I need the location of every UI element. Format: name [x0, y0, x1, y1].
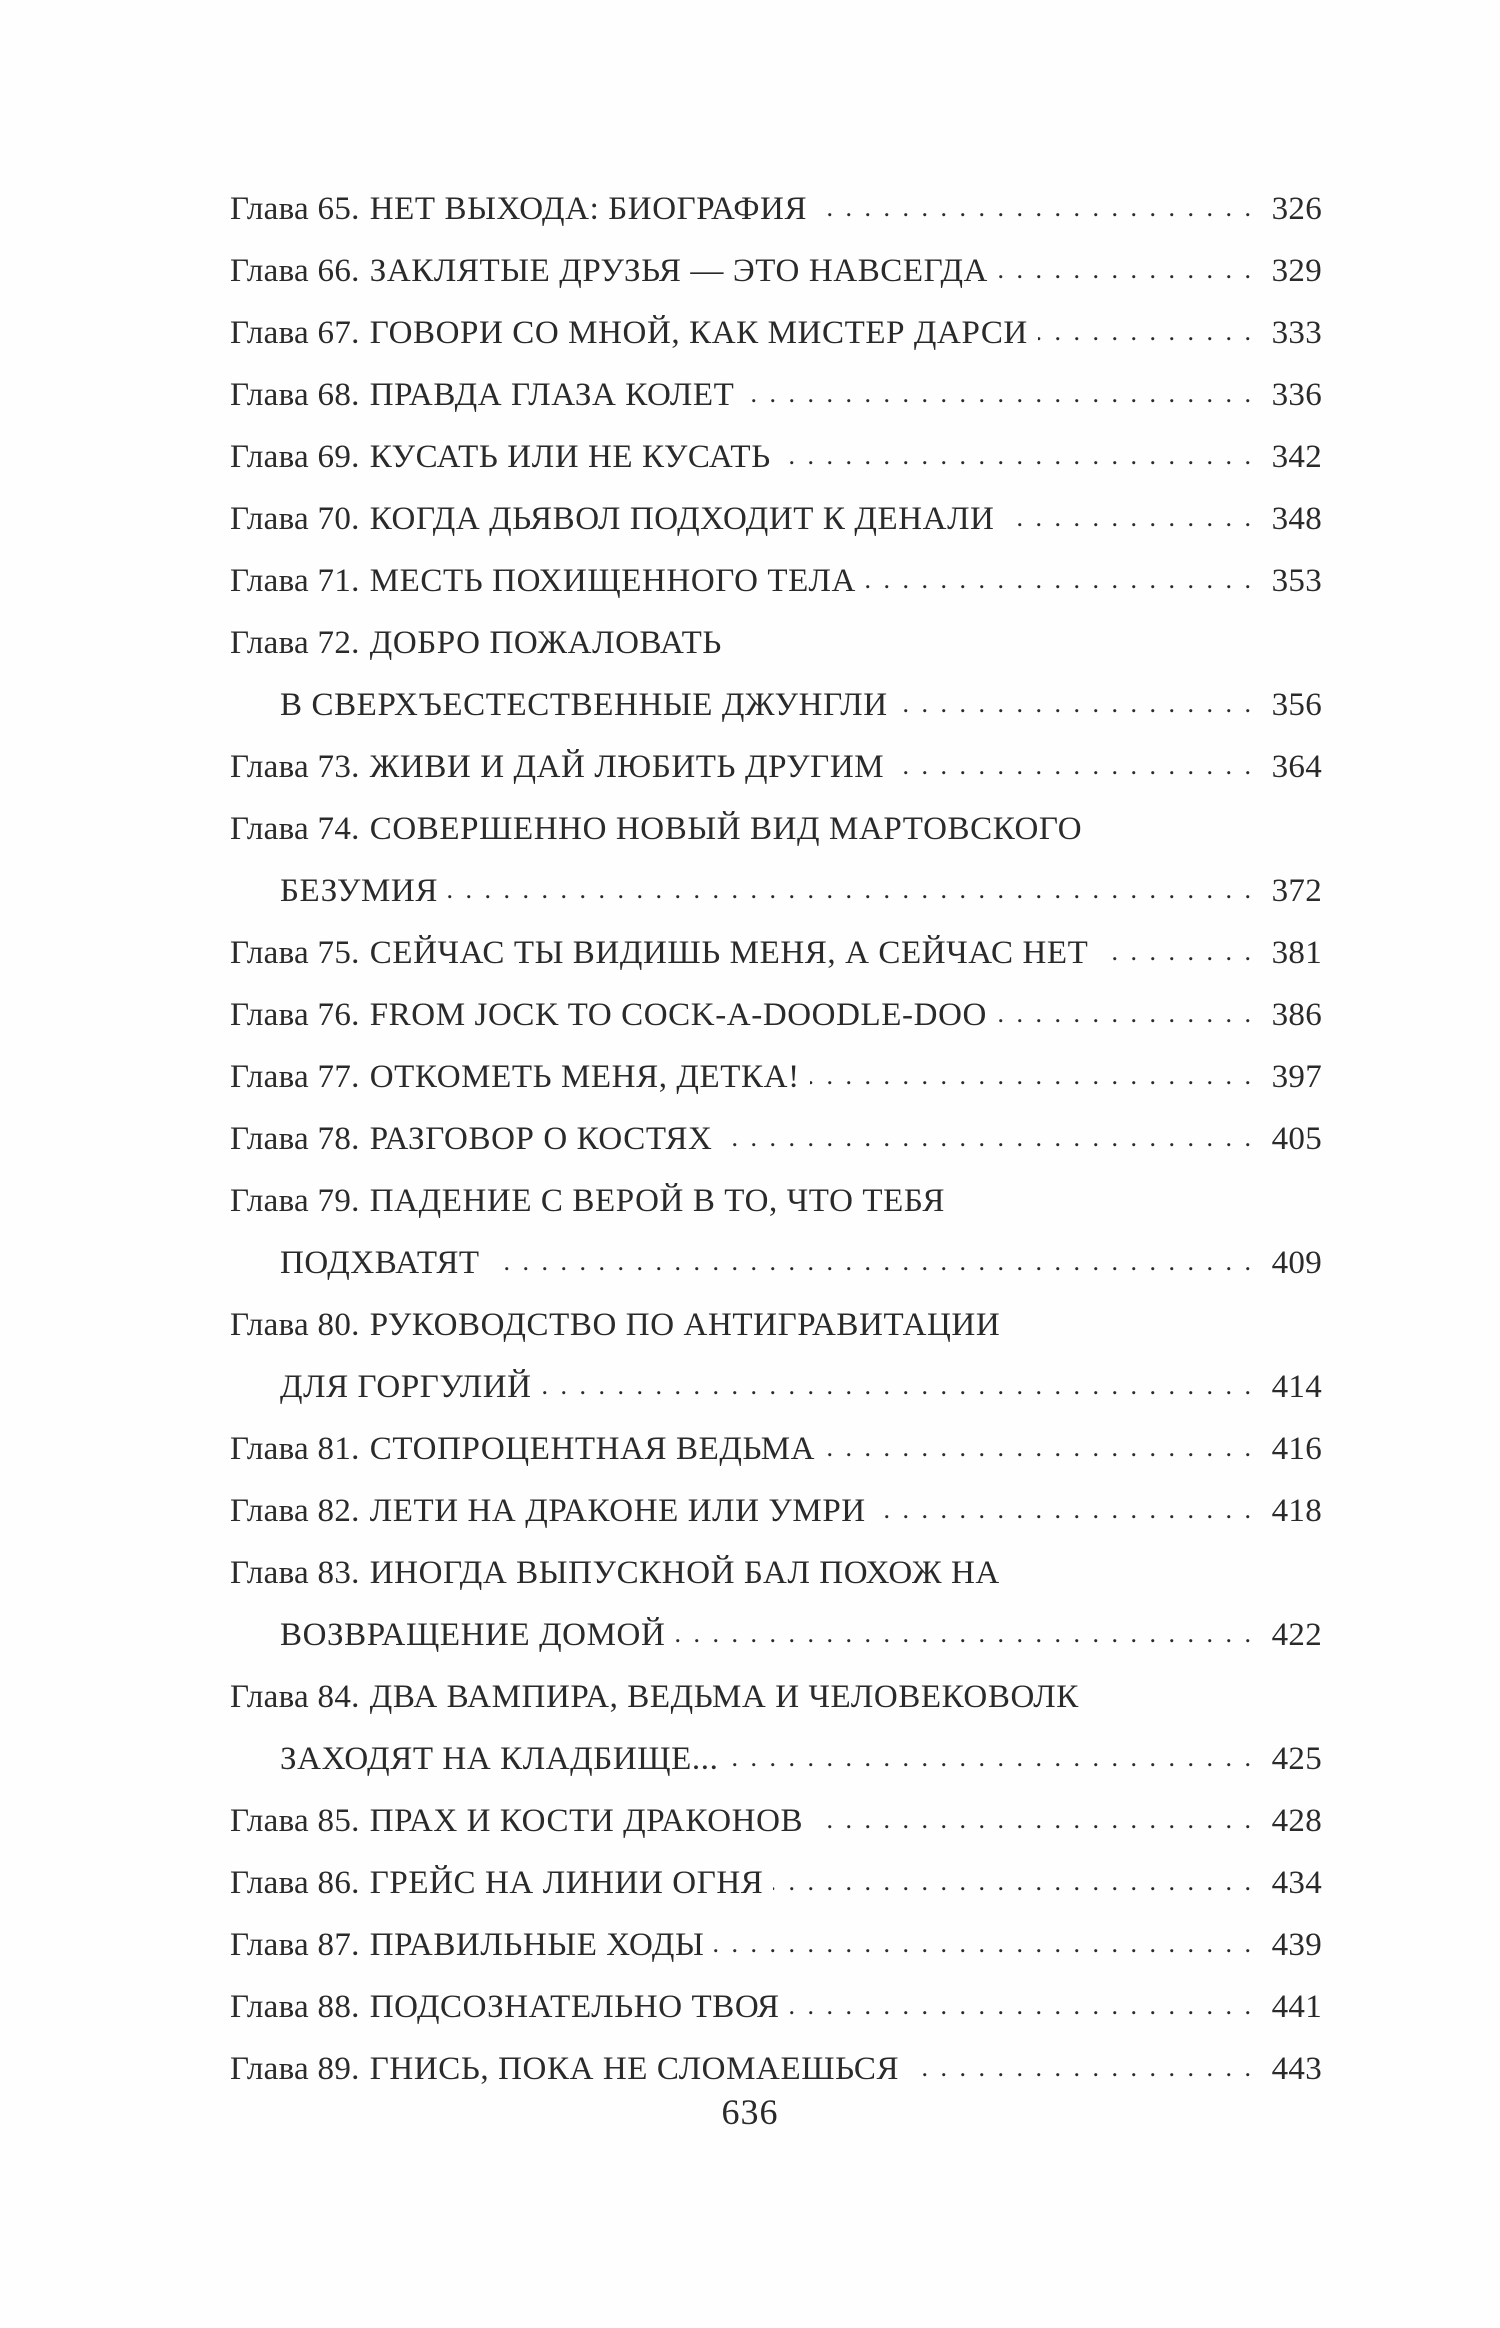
chapter-label: Глава 89. — [230, 2051, 360, 2087]
toc-entry-first-line — [230, 1976, 1322, 2038]
chapter-page-number: 348 — [1271, 501, 1322, 537]
chapter-label: Глава 73. — [230, 749, 360, 785]
toc-entry-continuation-line — [230, 1728, 1322, 1790]
dot-leader — [998, 267, 1254, 291]
toc-entry — [230, 984, 1322, 1046]
toc-entry — [230, 1046, 1322, 1108]
chapter-label: Глава 76. — [230, 997, 360, 1033]
toc-entry-first-line — [230, 488, 1322, 550]
dot-leader — [898, 701, 1254, 725]
toc-entry — [230, 426, 1322, 488]
dot-leader — [817, 205, 1254, 229]
chapter-title: ГНИСЬ, ПОКА НЕ СЛОМАЕШЬСЯ — [369, 2051, 900, 2087]
chapter-title: ДЛЯ ГОРГУЛИЙ — [280, 1369, 532, 1405]
chapter-label: Глава 72. — [230, 625, 360, 661]
toc-entry — [230, 1790, 1322, 1852]
toc-entry — [230, 1852, 1322, 1914]
chapter-title: ПРАВИЛЬНЫЕ ХОДЫ — [369, 1927, 705, 1963]
chapter-label: Глава 80. — [230, 1307, 360, 1343]
chapter-label: Глава 81. — [230, 1431, 360, 1467]
dot-leader — [825, 1445, 1254, 1469]
chapter-label: Глава 83. — [230, 1555, 360, 1591]
dot-leader — [909, 2065, 1254, 2089]
toc-entry-first-line — [230, 922, 1322, 984]
chapter-page-number: 409 — [1271, 1245, 1322, 1281]
chapter-title: БЕЗУМИЯ — [280, 873, 438, 909]
chapter-page-number: 425 — [1271, 1741, 1322, 1777]
toc-entry-first-line — [230, 798, 1322, 860]
chapter-title: ЛЕТИ НА ДРАКОНЕ ИЛИ УМРИ — [369, 1493, 866, 1529]
dot-leader — [876, 1507, 1254, 1531]
dot-leader — [997, 1011, 1254, 1035]
toc-entry-first-line — [230, 1418, 1322, 1480]
chapter-page-number: 386 — [1271, 997, 1322, 1033]
toc-entry-first-line — [230, 178, 1322, 240]
chapter-page-number: 333 — [1271, 315, 1322, 351]
dot-leader — [1038, 329, 1254, 353]
chapter-label: Глава 68. — [230, 377, 360, 413]
dot-leader — [773, 1879, 1254, 1903]
chapter-page-number: 372 — [1271, 873, 1322, 909]
chapter-title: ДВА ВАМПИРА, ВЕДЬМА И ЧЕЛОВЕКОВОЛК — [369, 1679, 1079, 1715]
chapter-label: Глава 75. — [230, 935, 360, 971]
toc-entry — [230, 1666, 1322, 1790]
toc-entry — [230, 1976, 1322, 2038]
toc-entry-continuation-line — [230, 674, 1322, 736]
chapter-page-number: 405 — [1271, 1121, 1322, 1157]
toc-entry — [230, 1170, 1322, 1294]
chapter-label: Глава 77. — [230, 1059, 360, 1095]
chapter-page-number: 434 — [1271, 1865, 1322, 1901]
chapter-title: В СВЕРХЪЕСТЕСТВЕННЫЕ ДЖУНГЛИ — [280, 687, 888, 723]
toc-entry — [230, 1542, 1322, 1666]
chapter-title: МЕСТЬ ПОХИЩЕННОГО ТЕЛА — [369, 563, 856, 599]
toc-entry-first-line — [230, 1170, 1322, 1232]
chapter-page-number: 418 — [1271, 1493, 1322, 1529]
chapter-title: РУКОВОДСТВО ПО АНТИГРАВИТАЦИИ — [369, 1307, 1001, 1343]
dot-leader — [542, 1383, 1254, 1407]
dot-leader — [1098, 949, 1254, 973]
dot-leader — [894, 763, 1254, 787]
chapter-title: ПРАХ И КОСТИ ДРАКОНОВ — [369, 1803, 804, 1839]
chapter-page-number: 381 — [1271, 935, 1322, 971]
chapter-title: КУСАТЬ ИЛИ НЕ КУСАТЬ — [369, 439, 771, 475]
toc-entry-first-line — [230, 302, 1322, 364]
chapter-label: Глава 70. — [230, 501, 360, 537]
chapter-title: ЗАКЛЯТЫЕ ДРУЗЬЯ — ЭТО НАВСЕГДА — [369, 253, 988, 289]
chapter-title: ПАДЕНИЕ С ВЕРОЙ В ТО, ЧТО ТЕБЯ — [369, 1183, 945, 1219]
chapter-label: Глава 86. — [230, 1865, 360, 1901]
chapter-page-number: 422 — [1271, 1617, 1322, 1653]
chapter-page-number: 439 — [1271, 1927, 1322, 1963]
chapter-page-number: 353 — [1271, 563, 1322, 599]
chapter-page-number: 414 — [1271, 1369, 1322, 1405]
toc-entry — [230, 488, 1322, 550]
toc-entry-continuation-line — [230, 1232, 1322, 1294]
chapter-label: Глава 69. — [230, 439, 360, 475]
chapter-title: FROM JOCK TO COCK-A-DOODLE-DOO — [369, 997, 987, 1033]
toc-entry — [230, 364, 1322, 426]
chapter-title: ОТКОМЕТЬ МЕНЯ, ДЕТКА! — [369, 1059, 800, 1095]
chapter-title: ГОВОРИ СО МНОЙ, КАК МИСТЕР ДАРСИ — [369, 315, 1028, 351]
dot-leader — [813, 1817, 1254, 1841]
dot-leader — [781, 453, 1254, 477]
toc-entry-first-line — [230, 1294, 1322, 1356]
toc-entry-continuation-line — [230, 860, 1322, 922]
chapter-title: ЗАХОДЯТ НА КЛАДБИЩЕ... — [280, 1741, 719, 1777]
page-number-folio: 636 — [721, 2092, 779, 2132]
chapter-page-number: 329 — [1271, 253, 1322, 289]
chapter-label: Глава 67. — [230, 315, 360, 351]
chapter-page-number: 443 — [1271, 2051, 1322, 2087]
chapter-page-number: 364 — [1271, 749, 1322, 785]
dot-leader — [810, 1073, 1254, 1097]
chapter-label: Глава 71. — [230, 563, 360, 599]
chapter-page-number: 441 — [1271, 1989, 1322, 2025]
toc-entry-first-line — [230, 240, 1322, 302]
chapter-page-number: 326 — [1271, 191, 1322, 227]
toc-entry — [230, 240, 1322, 302]
toc-entry — [230, 922, 1322, 984]
toc-entry-first-line — [230, 984, 1322, 1046]
chapter-title: КОГДА ДЬЯВОЛ ПОДХОДИТ К ДЕНАЛИ — [369, 501, 995, 537]
dot-leader — [448, 887, 1254, 911]
toc-entry-first-line — [230, 1108, 1322, 1170]
chapter-page-number: 336 — [1271, 377, 1322, 413]
toc-entry-first-line — [230, 426, 1322, 488]
chapter-title: РАЗГОВОР О КОСТЯХ — [369, 1121, 713, 1157]
chapter-page-number: 428 — [1271, 1803, 1322, 1839]
chapter-label: Глава 65. — [230, 191, 360, 227]
toc-entry-continuation-line — [230, 1604, 1322, 1666]
toc-entry-first-line — [230, 1542, 1322, 1604]
chapter-label: Глава 79. — [230, 1183, 360, 1219]
chapter-title: ПОДСОЗНАТЕЛЬНО ТВОЯ — [369, 1989, 780, 2025]
chapter-title: СТОПРОЦЕНТНАЯ ВЕДЬМА — [369, 1431, 816, 1467]
chapter-title: ВОЗВРАЩЕНИЕ ДОМОЙ — [280, 1617, 666, 1653]
toc-entry — [230, 736, 1322, 798]
chapter-page-number: 356 — [1271, 687, 1322, 723]
chapter-page-number: 397 — [1271, 1059, 1322, 1095]
dot-leader — [722, 1135, 1254, 1159]
chapter-page-number: 342 — [1271, 439, 1322, 475]
chapter-title: ПОДХВАТЯТ — [280, 1245, 480, 1281]
toc-entry — [230, 1294, 1322, 1418]
chapter-title: СОВЕРШЕННО НОВЫЙ ВИД МАРТОВСКОГО — [369, 811, 1083, 847]
toc-entry-first-line — [230, 364, 1322, 426]
table-of-contents — [230, 178, 1322, 2100]
chapter-label: Глава 85. — [230, 1803, 360, 1839]
chapter-label: Глава 87. — [230, 1927, 360, 1963]
dot-leader — [790, 2003, 1254, 2027]
dot-leader — [490, 1259, 1254, 1283]
chapter-title: ПРАВДА ГЛАЗА КОЛЕТ — [369, 377, 735, 413]
chapter-label: Глава 66. — [230, 253, 360, 289]
dot-leader — [744, 391, 1254, 415]
toc-entry — [230, 550, 1322, 612]
toc-entry-continuation-line — [230, 1356, 1322, 1418]
toc-entry — [230, 1108, 1322, 1170]
dot-leader — [714, 1941, 1254, 1965]
chapter-title: ИНОГДА ВЫПУСКНОЙ БАЛ ПОХОЖ НА — [369, 1555, 1000, 1591]
toc-entry-first-line — [230, 1914, 1322, 1976]
toc-entry-first-line — [230, 612, 1322, 674]
toc-entry-first-line — [230, 550, 1322, 612]
chapter-page-number: 416 — [1271, 1431, 1322, 1467]
chapter-label: Глава 74. — [230, 811, 360, 847]
toc-entry-first-line — [230, 1046, 1322, 1108]
toc-entry-first-line — [230, 1666, 1322, 1728]
toc-entry-first-line — [230, 1790, 1322, 1852]
chapter-label: Глава 82. — [230, 1493, 360, 1529]
chapter-label: Глава 88. — [230, 1989, 360, 2025]
toc-entry — [230, 178, 1322, 240]
chapter-title: ЖИВИ И ДАЙ ЛЮБИТЬ ДРУГИМ — [369, 749, 885, 785]
toc-entry-first-line — [230, 736, 1322, 798]
toc-entry — [230, 1914, 1322, 1976]
chapter-label: Глава 84. — [230, 1679, 360, 1715]
chapter-title: СЕЙЧАС ТЫ ВИДИШЬ МЕНЯ, А СЕЙЧАС НЕТ — [369, 935, 1089, 971]
toc-entry — [230, 1480, 1322, 1542]
toc-entry-first-line — [230, 1480, 1322, 1542]
chapter-title: ГРЕЙС НА ЛИНИИ ОГНЯ — [369, 1865, 764, 1901]
dot-leader — [1004, 515, 1254, 539]
toc-entry — [230, 612, 1322, 736]
dot-leader — [675, 1631, 1254, 1655]
chapter-label: Глава 78. — [230, 1121, 360, 1157]
chapter-title: НЕТ ВЫХОДА: БИОГРАФИЯ — [369, 191, 808, 227]
dot-leader — [866, 577, 1254, 601]
toc-entry-first-line — [230, 1852, 1322, 1914]
toc-entry — [230, 798, 1322, 922]
chapter-title: ДОБРО ПОЖАЛОВАТЬ — [369, 625, 722, 661]
toc-entry — [230, 302, 1322, 364]
toc-entry — [230, 1418, 1322, 1480]
dot-leader — [728, 1755, 1254, 1779]
